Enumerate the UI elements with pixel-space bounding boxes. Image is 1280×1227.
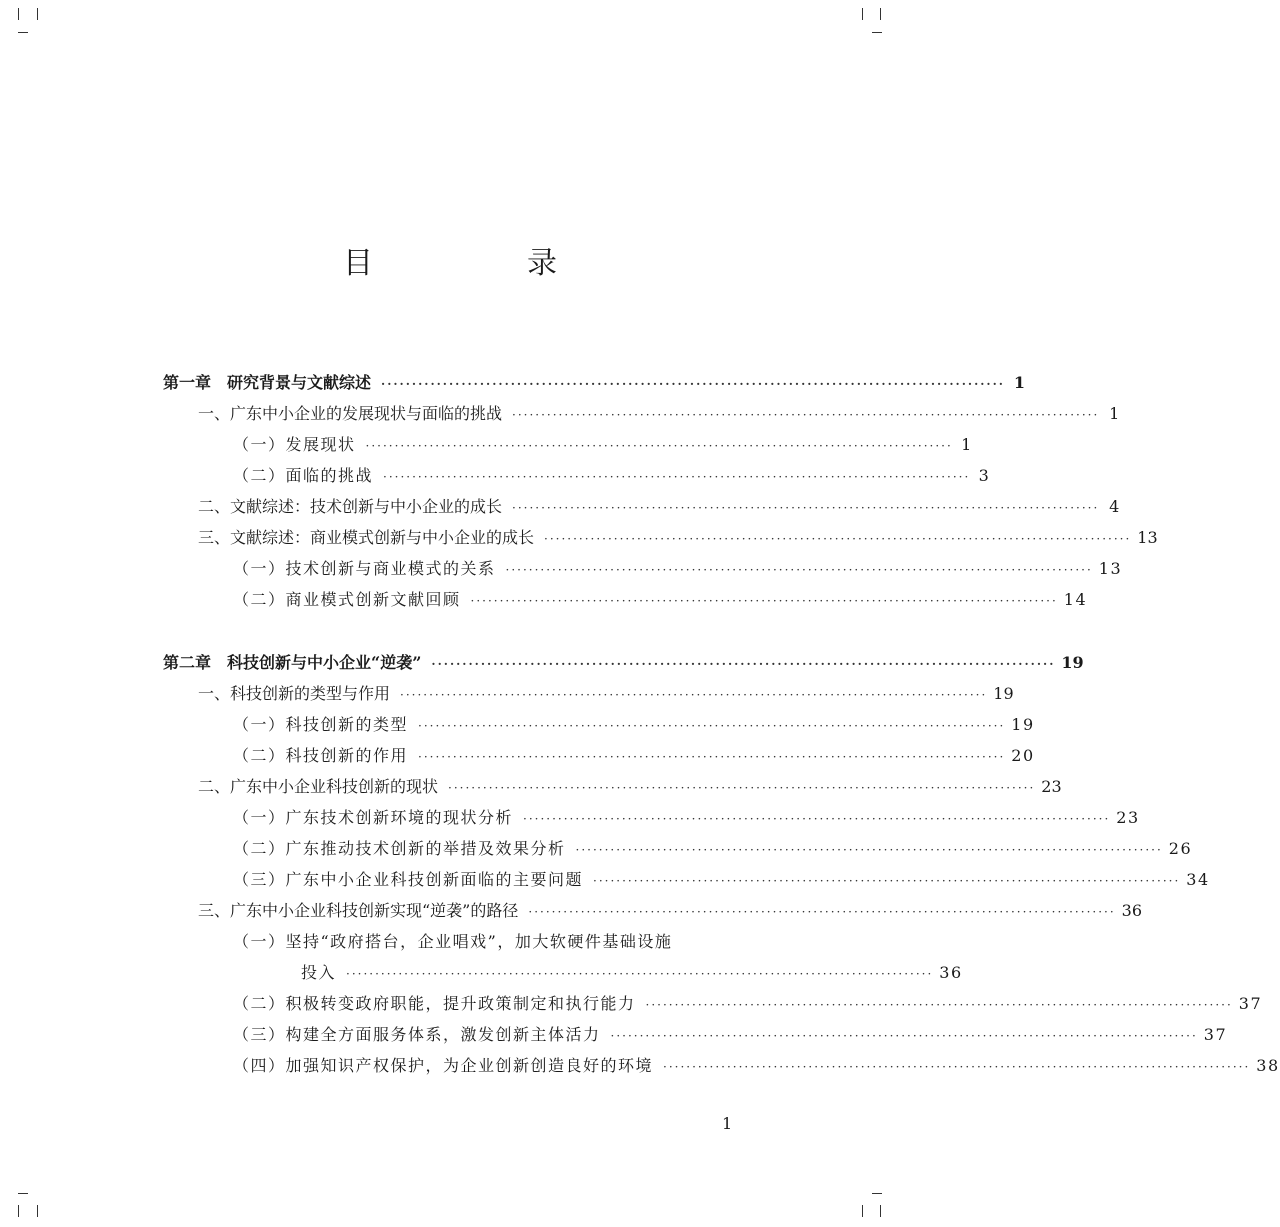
toc-page-number: 3 bbox=[978, 466, 991, 485]
dot-leader: ····································································································· bbox=[381, 377, 1005, 391]
crop-mark-bottom-left bbox=[18, 1193, 28, 1194]
dot-leader: ····································································································· bbox=[610, 1029, 1198, 1043]
crop-mark-top-left bbox=[18, 32, 28, 33]
dot-leader: ····································································································· bbox=[365, 439, 953, 453]
toc-subsection-first-line[interactable]: （一）坚持“政府搭台，企业唱戏”，加大软硬件基础设施 bbox=[233, 932, 673, 951]
dot-leader: ····································································································· bbox=[544, 532, 1132, 546]
crop-mark-bottom-left bbox=[37, 1205, 38, 1217]
dot-leader: ····································································································· bbox=[512, 408, 1100, 422]
toc-label: （二）面临的挑战 bbox=[233, 466, 374, 485]
crop-mark-top-right bbox=[872, 32, 882, 33]
dot-leader: ····································································································· bbox=[645, 998, 1233, 1012]
toc-page-number: 37 bbox=[1203, 1025, 1228, 1044]
toc-subsection[interactable] bbox=[233, 989, 1263, 1019]
toc-label: （二）科技创新的作用 bbox=[233, 746, 409, 765]
folio-page-number: 1 bbox=[722, 1114, 733, 1133]
toc-section[interactable] bbox=[198, 492, 1120, 522]
toc-subsection[interactable] bbox=[233, 834, 1193, 864]
toc-page-number: 19 bbox=[993, 684, 1014, 703]
toc-section[interactable] bbox=[198, 896, 1142, 926]
dot-leader: ····································································································· bbox=[505, 563, 1093, 577]
toc-label: 二、广东中小企业科技创新的现状 bbox=[198, 777, 439, 796]
toc-page-number: 36 bbox=[1121, 901, 1142, 920]
toc-label: 第二章 科技创新与中小企业“逆袭” bbox=[163, 653, 422, 672]
crop-mark-top-left bbox=[37, 8, 38, 20]
dot-leader: ····································································································· bbox=[400, 688, 988, 702]
toc-subsection[interactable] bbox=[233, 1020, 1228, 1050]
toc-section[interactable] bbox=[198, 523, 1158, 553]
toc-page-number: 1 bbox=[961, 435, 973, 454]
toc-subsection[interactable] bbox=[233, 554, 1123, 584]
toc-page-number: 19 bbox=[1061, 653, 1084, 672]
dot-leader: ····································································································· bbox=[663, 1060, 1251, 1074]
toc-subsection-continuation[interactable] bbox=[301, 958, 963, 988]
crop-mark-bottom-right bbox=[880, 1205, 881, 1217]
toc-label: 一、广东中小企业的发展现状与面临的挑战 bbox=[198, 404, 503, 423]
toc-label: （二）积极转变政府职能，提升政策制定和执行能力 bbox=[233, 994, 636, 1013]
dot-leader: ····································································································· bbox=[383, 470, 971, 484]
toc-label: （三）构建全方面服务体系，激发创新主体活力 bbox=[233, 1025, 601, 1044]
toc-label: 二、文献综述：技术创新与中小企业的成长 bbox=[198, 497, 503, 516]
toc-label: 第一章 研究背景与文献综述 bbox=[163, 373, 372, 392]
dot-leader: ····································································································· bbox=[346, 967, 934, 981]
crop-mark-top-right bbox=[862, 8, 863, 20]
dot-leader: ····································································································· bbox=[575, 843, 1163, 857]
toc-page-number: 23 bbox=[1041, 777, 1062, 796]
toc-page-number: 37 bbox=[1238, 994, 1263, 1013]
toc-subsection[interactable] bbox=[233, 585, 1088, 615]
dot-leader: ····································································································· bbox=[512, 501, 1100, 515]
toc-label: （四）加强知识产权保护，为企业创新创造良好的环境 bbox=[233, 1056, 654, 1075]
toc-subsection[interactable] bbox=[233, 430, 973, 460]
dot-leader: ····································································································· bbox=[593, 874, 1181, 888]
toc-page-number: 19 bbox=[1011, 715, 1035, 734]
toc-subsection[interactable] bbox=[233, 865, 1210, 895]
toc-chapter[interactable] bbox=[163, 648, 1084, 678]
crop-mark-bottom-left bbox=[18, 1205, 19, 1217]
toc-subsection[interactable] bbox=[233, 803, 1140, 833]
toc-subsection[interactable] bbox=[233, 1051, 1280, 1081]
toc-page-number: 20 bbox=[1011, 746, 1035, 765]
toc-label: （一）科技创新的类型 bbox=[233, 715, 409, 734]
dot-leader: ····································································································· bbox=[418, 750, 1006, 764]
toc-page-number: 1 bbox=[1109, 404, 1120, 423]
toc-label: （一）发展现状 bbox=[233, 435, 356, 454]
toc-section[interactable] bbox=[198, 679, 1014, 709]
toc-subsection[interactable] bbox=[233, 461, 991, 491]
dot-leader: ····································································································· bbox=[528, 905, 1116, 919]
toc-page-number: 23 bbox=[1116, 808, 1140, 827]
toc-page-number: 38 bbox=[1256, 1056, 1280, 1075]
toc-page-number: 34 bbox=[1186, 870, 1210, 889]
crop-mark-top-left bbox=[18, 8, 19, 20]
toc-label: 一、科技创新的类型与作用 bbox=[198, 684, 391, 703]
dot-leader: ····································································································· bbox=[418, 719, 1006, 733]
toc-page-number: 26 bbox=[1168, 839, 1193, 858]
toc-page-number: 14 bbox=[1063, 590, 1088, 609]
page-title: 目 录 bbox=[343, 246, 619, 281]
dot-leader: ····································································································· bbox=[448, 781, 1036, 795]
toc-label: （一）技术创新与商业模式的关系 bbox=[233, 559, 496, 578]
crop-mark-top-right bbox=[880, 8, 881, 20]
toc-section[interactable] bbox=[198, 399, 1120, 429]
toc-page-number: 13 bbox=[1098, 559, 1123, 578]
toc-label: （一）广东技术创新环境的现状分析 bbox=[233, 808, 514, 827]
toc-subsection[interactable] bbox=[233, 741, 1035, 771]
toc-label: （三）广东中小企业科技创新面临的主要问题 bbox=[233, 870, 584, 889]
toc-section[interactable] bbox=[198, 772, 1062, 802]
toc-page-number: 13 bbox=[1137, 528, 1158, 547]
toc-label: （二）商业模式创新文献回顾 bbox=[233, 590, 461, 609]
dot-leader: ····································································································· bbox=[431, 657, 1056, 671]
toc-label: 三、文献综述：商业模式创新与中小企业的成长 bbox=[198, 528, 535, 547]
dot-leader: ····································································································· bbox=[470, 594, 1058, 608]
toc-chapter[interactable] bbox=[163, 368, 1025, 398]
dot-leader: ····································································································· bbox=[523, 812, 1111, 826]
toc-label: 投入 bbox=[301, 963, 337, 982]
toc-subsection[interactable] bbox=[233, 710, 1035, 740]
toc-page-number: 36 bbox=[939, 963, 963, 982]
crop-mark-bottom-right bbox=[862, 1205, 863, 1217]
toc-page-number: 4 bbox=[1109, 497, 1120, 516]
toc-page-number: 1 bbox=[1013, 373, 1025, 392]
crop-mark-bottom-right bbox=[872, 1193, 882, 1194]
toc-label: 三、广东中小企业科技创新实现“逆袭”的路径 bbox=[198, 901, 519, 920]
toc-label: （二）广东推动技术创新的举措及效果分析 bbox=[233, 839, 566, 858]
